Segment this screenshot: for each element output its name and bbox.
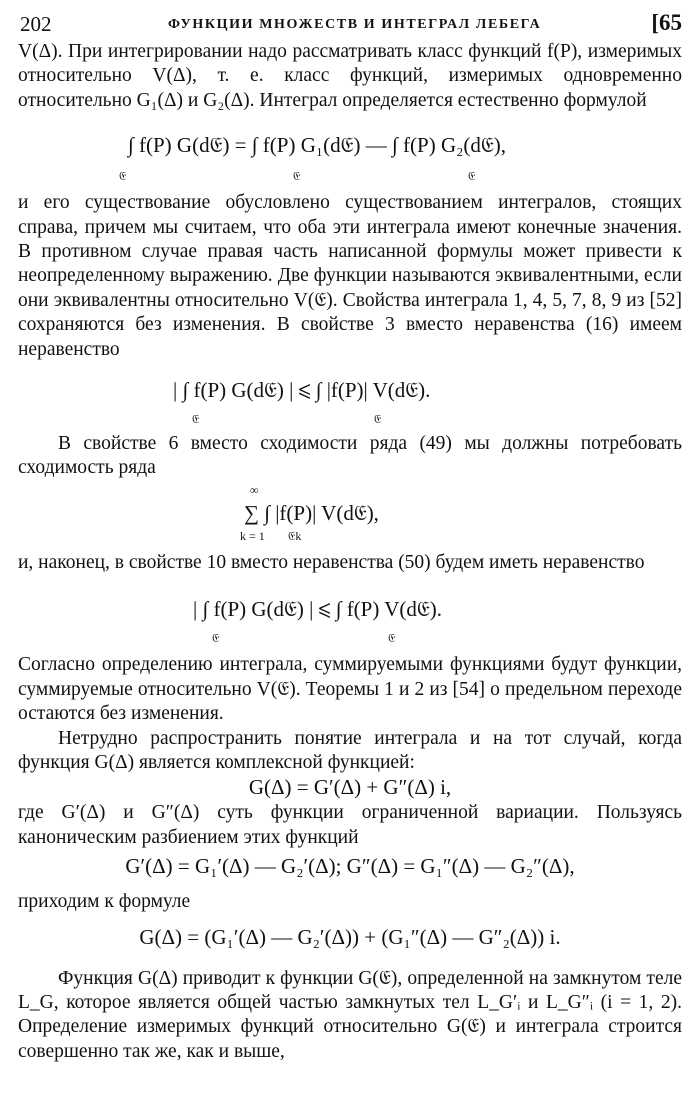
paragraph-6: Нетрудно распространить понятие интеграла и на тот случай, когда функция G(Δ) является комплексной функцией: [18,727,682,773]
paragraph-3: В свойстве 6 вместо сходимости ряда (49) мы должны потребовать сходимость ряда [18,433,682,479]
section-number: [65 [651,10,682,35]
sum-upper-limit: ∞ [250,482,259,497]
formula-1-int-sub-1: 𝔈 [119,169,127,184]
formula-3-text: ∑ ∫ |f(P)| V(d𝔈), [244,500,379,525]
formula-2-int-sub-2: 𝔈 [374,412,382,427]
formula-4 [18,575,682,653]
page-header [18,6,682,40]
paragraph-4: и, наконец, в свойстве 10 вместо неравенства (50) будем иметь неравенство [18,551,645,573]
formula-2-int-sub-1: 𝔈 [192,412,200,427]
formula-1-text: ∫ f(P) G(d𝔈) = ∫ f(P) G₁(d𝔈) — ∫ f(P) G₂(d𝔈), [128,133,507,158]
book-page [18,6,682,1064]
formula-4-text: | ∫ f(P) G(d𝔈) | ⩽ ∫ f(P) V(d𝔈). [193,597,442,622]
paragraph-8: приходим к формуле [18,891,191,913]
paragraph-9: Функция G(Δ) приводит к функции G(𝔈), определенной на замкнутом теле L_G, которое является общей частью замкнутых тел L_G′ᵢ и L_G″ᵢ (i = 1, 2). Определение измеримых функций относительно G(𝔈) и интеграла строится совершенно так же, как и выше, [18,967,682,1062]
formula-7 [18,915,682,967]
running-title: ФУНКЦИИ МНОЖЕСТВ И ИНТЕГРАЛ ЛЕБЕГА [168,17,542,32]
paragraph-7: где G′(Δ) и G″(Δ) суть функции ограниченной вариации. Пользуясь каноническим разбиением этих функций [18,802,682,848]
paragraph-1: V(Δ). При интегрировании надо рассматривать класс функций f(P), измеримых относительно V(Δ), т. е. класс функций, измеримых одновременно относительно G₁(Δ) и G₂(Δ). Интеграл определяется естественно формулой [18,41,682,111]
formula-5 [18,775,682,801]
formula-2 [18,362,682,432]
formula-7-text: G(Δ) = (G₁′(Δ) — G₂′(Δ)) + (G₁″(Δ) — G″₂(Δ)) i. [139,924,561,949]
formula-1-int-sub-2: 𝔈 [293,169,301,184]
formula-6-text: G′(Δ) = G₁′(Δ) — G₂′(Δ); G″(Δ) = G₁″(Δ) — G₂″(Δ), [125,854,575,879]
formula-3 [18,481,682,551]
formula-4-int-sub-2: 𝔈 [388,631,396,646]
paragraph-5: Согласно определению интеграла, суммируемыми функциями будут функции, суммируемые относительно V(𝔈). Теоремы 1 и 2 из [54] о предельном переходе остаются без изменения. [18,654,682,725]
formula-2-text: | ∫ f(P) G(d𝔈) | ⩽ ∫ |f(P)| V(d𝔈). [173,378,431,403]
formula-1-int-sub-3: 𝔈 [468,169,476,184]
formula-5-text: G(Δ) = G′(Δ) + G″(Δ) i, [248,775,452,800]
formula-1 [18,113,682,191]
sum-lower-limit: k = 1 [240,528,265,543]
formula-6 [18,850,682,890]
page-number: 202 [20,12,52,36]
formula-4-int-sub-1: 𝔈 [212,631,220,646]
paragraph-2: и его существование обусловлено существованием интегралов, стоящих справа, причем мы считаем, что оба эти интеграла имеют конечные значения. В противном случае правая часть написанной формулы может привести к неопределенному выражению. Две функции называются эквивалентными, если они эквивалентны относительно V(𝔈). Свойства интеграла 1, 4, 5, 7, 8, 9 из [52] сохраняются без изменения. В свойстве 3 вместо неравенства (16) имеем неравенство [18,192,682,360]
formula-3-int-sub: 𝔈k [288,528,302,543]
